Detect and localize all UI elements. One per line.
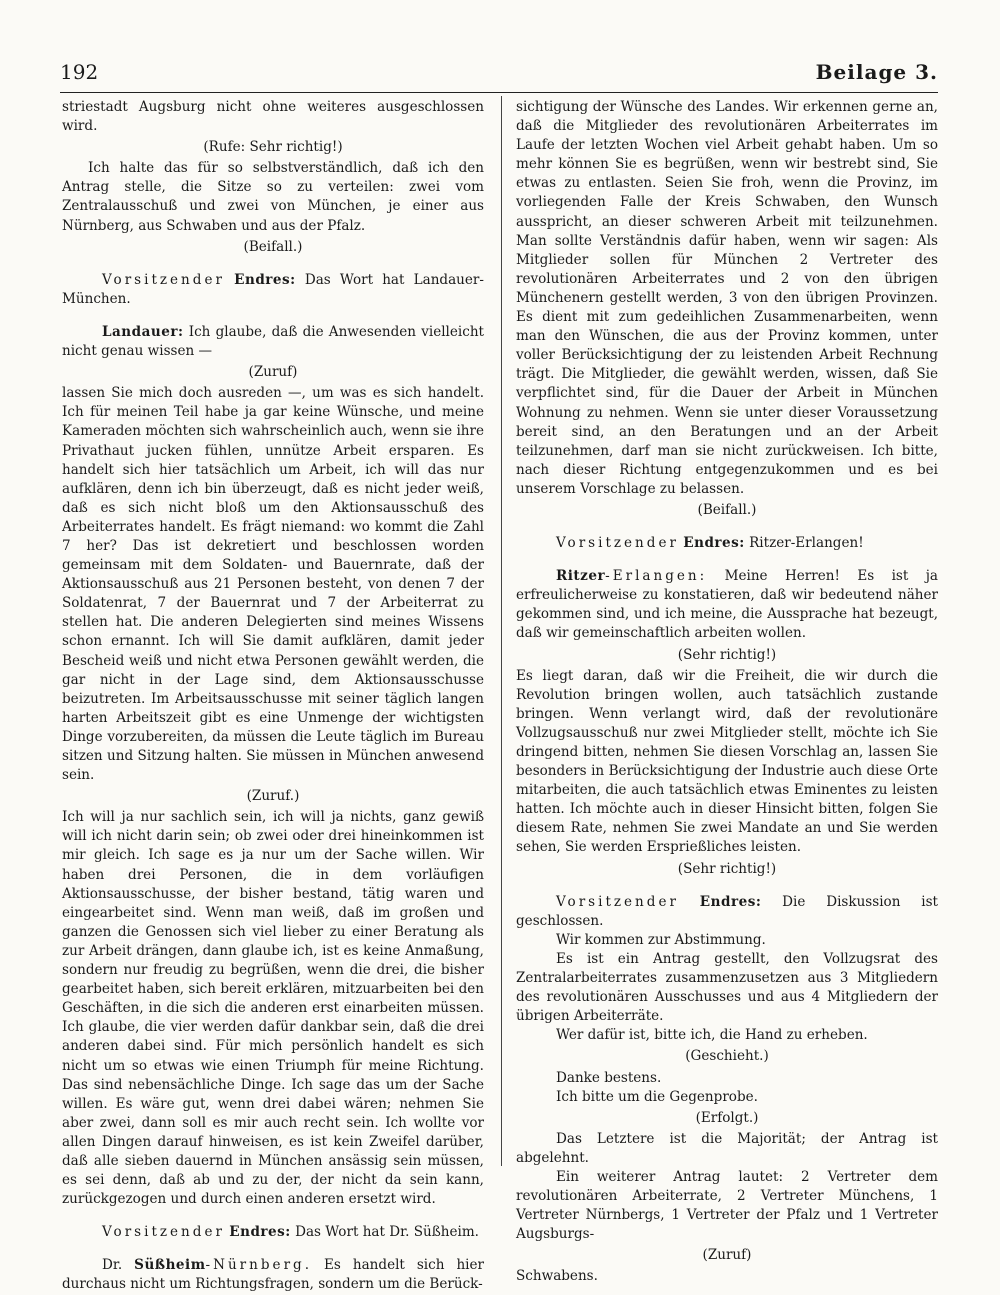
- speech-text: Ich glaube, daß die Anwesenden vielleicht nicht genau wissen —: [62, 323, 484, 360]
- interjection: (Erfolgt.): [695, 1109, 759, 1126]
- paragraph: Danke bestens.: [556, 1069, 662, 1086]
- interjection: (Geschieht.): [685, 1048, 769, 1065]
- interjection: (Sehr richtig!): [677, 860, 777, 877]
- speaker-name: Süßheim: [134, 1257, 206, 1274]
- speaker-paragraph: [62, 1256, 484, 1294]
- page-header: [60, 60, 938, 88]
- paragraph: lassen Sie mich doch ausreden —, um was es sich handelt. Ich für meinen Teil habe ja gar keine Wünsche, und meine Kameraden möchten sich wahrscheinlich auch, wenn sie ihre Privathaut jucken fühlen, unnütze Arbeit ersparen. Es handelt sich hier tatsächlich um Arbeit, ich will das nur aufklären, denn ich bin überzeugt, daß es nicht jeder weiß, daß es sich nicht bloß um den Aktionsausschuß des Arbeiterrates handelt. Es frägt niemand: wo kommt die Zahl 7 her? Das ist dekretiert und beschlossen worden gemeinsam mit dem Soldaten- und Bauernrate, daß der Aktionsausschuß aus 21 Personen besteht, von denen 7 der Soldatenrat, 7 der Bauernrat und 7 der Arbeiterrat zu stellen hat. Die anderen Delegierten sind meines Wissens schon ernannt. Ich will Sie damit aufklären, damit jeder Bescheid weiß und nicht etwa Personen gewählt werden, die gar nicht in der Lage sind, dem Aktionsausschusse beizutreten. Im Arbeitsausschusse mit seiner täglich langen harten Arbeitszeit gibt es eine Unmenge der wichtigsten Dinge vorzubereiten, da müssen die Leute täglich im Bureau sitzen und Sitzung halten. Sie müssen in München anwesend sein.: [62, 385, 484, 784]
- chair-title: Vorsitzender: [556, 535, 679, 552]
- column-divider: [501, 96, 502, 1166]
- left-column: [62, 98, 484, 1295]
- speech-text: Die Diskussion ist geschlossen.: [516, 893, 938, 929]
- speaker-paragraph: [62, 271, 484, 309]
- paragraph: Es liegt daran, daß wir die Freiheit, die wir durch die Revolution bringen wollen, auch tatsächlich zustande bringen. Wenn verlangt wird, daß der revolutionäre Vollzugsausschuß nur zwei Mitglieder stellt, möchte ich Sie dringend bitten, nehmen Sie diesen Vorschlag an, lassen Sie besonders in Berücksichtigung der Industrie auch diese Orte mitarbeiten, die auch tatsächlich etwas Eminentes zu leisten hatten. Ich möchte auch in dieser Hinsicht bitten, folgen Sie diesem Rate, nehmen Sie zwei Mandate an und Sie werden sehen, Sie werden Ersprießliches leisten.: [516, 667, 938, 856]
- paragraph: Es ist ein Antrag gestellt, den Vollzugsrat des Zentralarbeiterrates zusammenzusetzen aus 3 Mitgliedern des revolutionären Ausschusses und aus 4 Mitgliedern der übrigen Arbeiterräte.: [516, 950, 938, 1025]
- speaker-name: Endres:: [229, 1224, 291, 1241]
- chair-title: Vorsitzender: [556, 893, 679, 910]
- interjection: (Beifall.): [697, 501, 757, 518]
- interjection: (Sehr richtig!): [677, 646, 777, 663]
- paragraph: striestadt Augsburg nicht ohne weiteres ausgeschlossen wird.: [62, 99, 484, 135]
- right-column: [516, 98, 938, 1287]
- speaker-paragraph: [516, 893, 938, 931]
- paragraph: Ich halte das für so selbstverständlich, daß ich den Antrag stelle, die Sitze so zu verteilen: zwei vom Zentralausschuß und zwei von München, je einer aus Nürnberg, aus Schwaben und aus der Pfalz.: [62, 160, 484, 234]
- paragraph: Ich bitte um die Gegenprobe.: [556, 1088, 758, 1105]
- interjection: (Beifall.): [243, 238, 303, 255]
- paragraph: Schwabens.: [516, 1268, 598, 1285]
- paragraph: Wer dafür ist, bitte ich, die Hand zu erheben.: [556, 1027, 868, 1044]
- speaker-place: -Nürnberg.: [205, 1257, 313, 1274]
- speaker-place: -Erlangen:: [605, 568, 708, 585]
- speaker-name: Endres:: [699, 893, 762, 910]
- interjection: (Zuruf): [702, 1247, 752, 1264]
- page-title: Beilage 3.: [815, 60, 938, 84]
- interjection: (Zuruf): [248, 364, 298, 381]
- speaker-paragraph: [62, 323, 484, 361]
- speech-text: Ritzer-Erlangen!: [749, 535, 864, 552]
- speech-text: Es handelt sich hier durchaus nicht um Richtungsfragen, sondern um die Berück-: [62, 1257, 484, 1293]
- chair-title: Vorsitzender: [102, 1224, 225, 1241]
- speech-text: Meine Herren! Es ist ja erfreulicherweise zu konstatieren, daß wir bedeutend näher gekommen sind, und ich meine, die Aussprache hat bezeugt, daß wir gemeinschaftlich arbeiten wollen.: [516, 568, 938, 642]
- paragraph: Das Letztere ist die Majorität; der Antrag ist abgelehnt.: [516, 1130, 938, 1166]
- paragraph: Ich will ja nur sachlich sein, ich will ja nichts, ganz gewiß will ich nicht darin sein; ob zwei oder drei hineinkommen ist mir gleich. Ich sage es ja nur um der Sache willen. Wir haben drei Personen, die in dem vorläufigen Aktionsausschusse, der bisher bestand, tätig waren und eingearbeitet sind. Wenn man weiß, daß im großen und ganzen die Genossen sich viel lieber zu einer Beratung als zur Arbeit drängen, dann glaube ich, ist es keine Anmaßung, sondern nur freudig zu begrüßen, wenn die drei, die bisher gearbeitet haben, sich bereit erklären, mitzuarbeiten bei den Geschäften, in die sich die anderen erst einarbeiten müssen. Ich glaube, die vier werden dafür dankbar sein, daß die drei anderen dabei sind. Für mich persönlich handelt es sich nicht um so etwas wie einen Triumph für meine Richtung. Das sind nebensächliche Dinge. Ich sage das um der Sache willen. Es wäre gut, wenn drei dabei wären; nehmen Sie aber zwei, dann soll es mir auch recht sein. Ich wollte vor allen Dingen darauf hinweisen, es ist kein Zweifel darüber, daß alle sieben dauernd in München ansässig sein müssen, es sei denn, daß ab und zu der, der nicht da sein kann, zurückgezogen und durch einen anderen ersetzt wird.: [62, 809, 484, 1208]
- paragraph: sichtigung der Wünsche des Landes. Wir erkennen gerne an, daß die Mitglieder des revolutionären Arbeiterrates im Laufe der letzten Wochen viel Arbeit gehabt haben. Um so mehr können Sie es begrüßen, wenn wir bestrebt sind, Sie etwas zu entlasten. Seien Sie froh, wenn die Provinz, im vorliegenden Falle der Kreis Schwaben, den Wunsch ausspricht, an dieser schweren Arbeit mit teilzunehmen. Man sollte Verständnis dafür haben, wenn wir sagen: Als Mitglieder sollen für München 2 Vertreter des revolutionären Arbeiterrates und 2 von den übrigen Münchenern gestellt werden, 3 von den übrigen Provinzen. Es dient mit zum gedeihlichen Zusammenarbeiten, wenn man den Wünschen, die aus der Provinz kommen, unter voller Berücksichtigung der zu leistenden Arbeit Rechnung trägt. Die Mitglieder, die gewählt werden, wissen, daß Sie verpflichtet sind, für die Dauer der Arbeit in München Wohnung zu nehmen. Wenn sie unter dieser Voraussetzung bereit sind, an den Beratungen und an der Arbeit teilzunehmen, darf man sie nicht zurückweisen. Ich bitte, nach dieser Richtung entgegenzukommen und es bei unserem Vorschlage zu belassen.: [516, 99, 938, 497]
- speaker-paragraph: [516, 567, 938, 643]
- speaker-name: Ritzer: [556, 568, 606, 585]
- paragraph: Ein weiterer Antrag lautet: 2 Vertreter dem revolutionären Arbeiterrate, 2 Vertreter Münchens, 1 Vertreter Nürnbergs, 1 Vertreter der Pfalz und 1 Vertreter Augsburgs-: [516, 1168, 938, 1243]
- speech-text: Das Wort hat Dr. Süßheim.: [295, 1224, 479, 1241]
- interjection: (Zuruf.): [246, 788, 300, 805]
- speaker-paragraph: [516, 534, 938, 553]
- header-rule: [60, 92, 938, 93]
- interjection: (Rufe: Sehr richtig!): [203, 139, 343, 156]
- speaker-name: Endres:: [683, 535, 745, 552]
- page-number: 192: [60, 60, 99, 84]
- chair-title: Vorsitzender: [102, 271, 225, 288]
- paragraph: Wir kommen zur Abstimmung.: [556, 931, 766, 948]
- speaker-name: Endres:: [234, 271, 296, 288]
- speaker-prefix: Dr.: [102, 1257, 123, 1274]
- speech-text: Das Wort hat Landauer-München.: [62, 271, 484, 307]
- speaker-name: Landauer:: [102, 323, 184, 340]
- speaker-paragraph: [62, 1223, 484, 1242]
